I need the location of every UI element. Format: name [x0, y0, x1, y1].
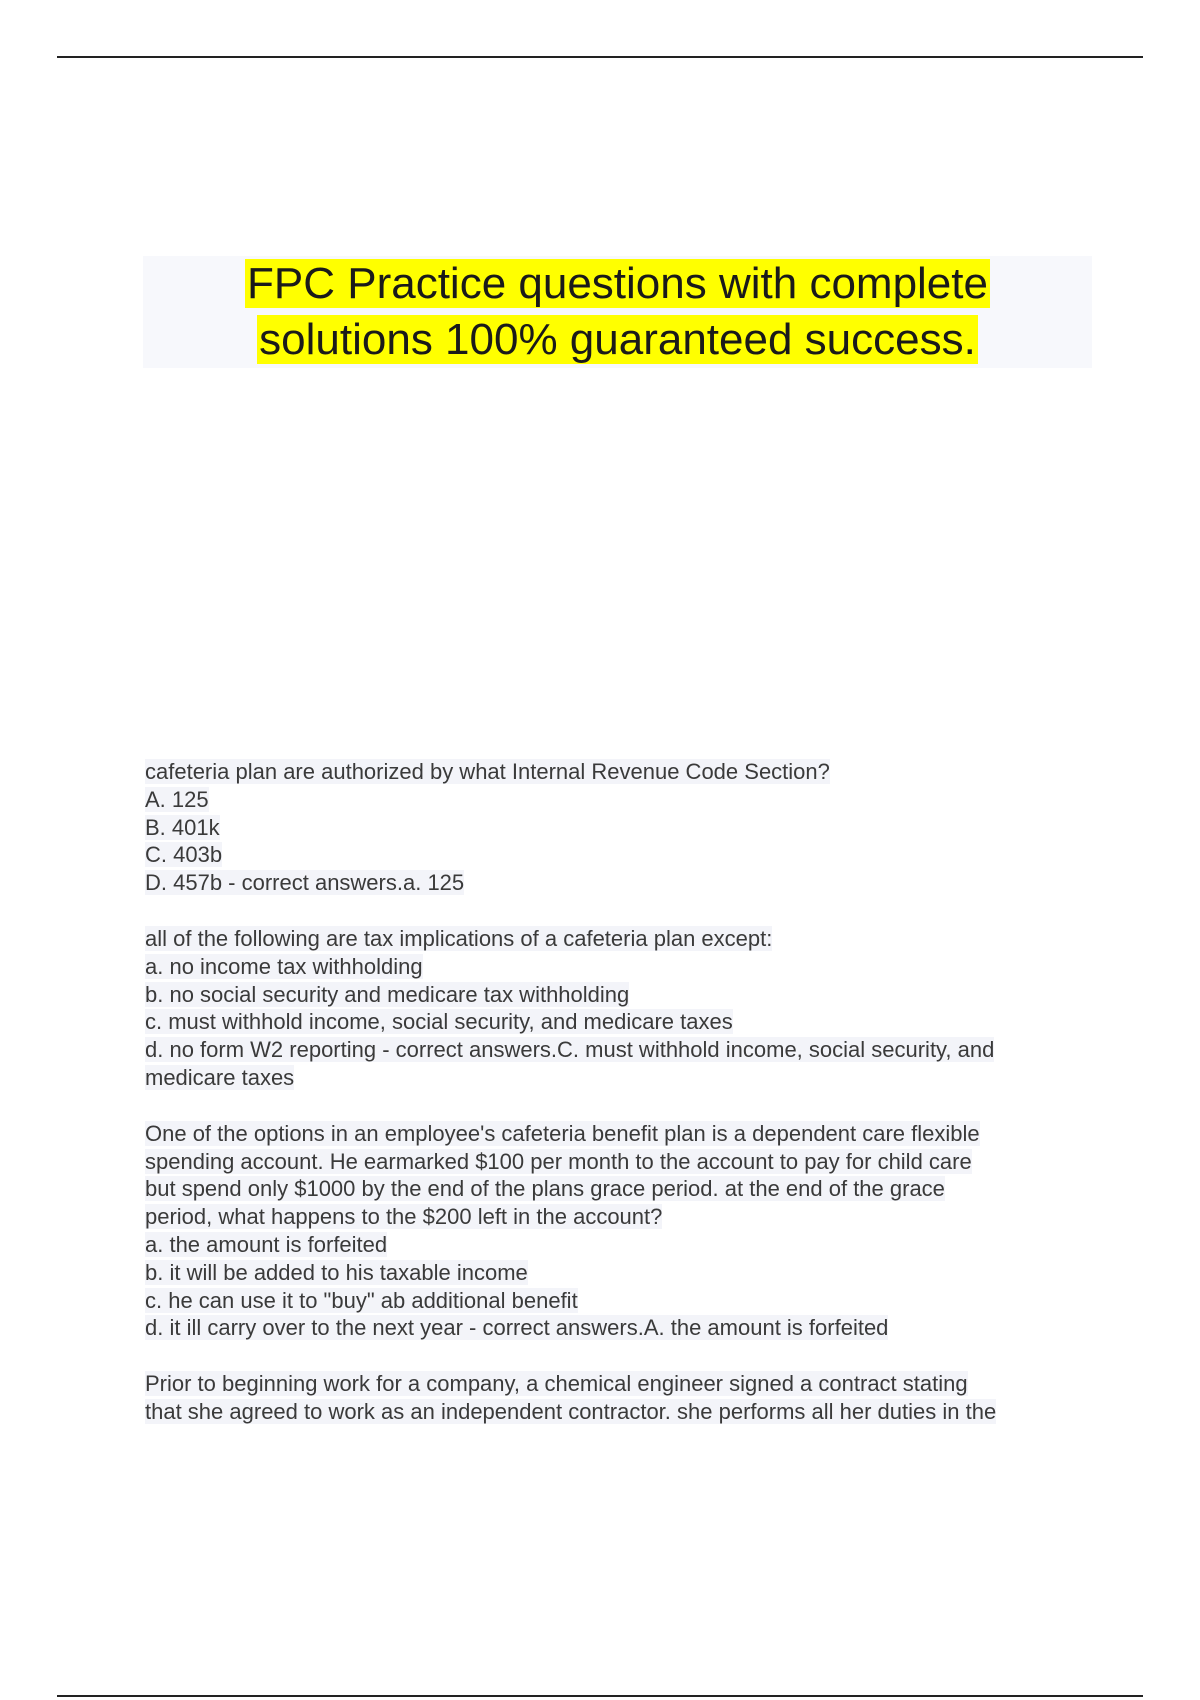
- question-text: One of the options in an employee's cafeteria benefit plan is a dependent care flexible: [145, 1120, 980, 1146]
- question-text: period, what happens to the $200 left in the account?: [145, 1204, 663, 1230]
- question-text: but spend only $1000 by the end of the plans grace period. at the end of the grace: [145, 1176, 945, 1202]
- question-block-2: [145, 925, 1085, 1092]
- header-rule: [57, 56, 1143, 58]
- questions-body: [145, 758, 1085, 1454]
- answer-option: D. 457b - correct answers.a. 125: [145, 870, 465, 896]
- answer-option: c. he can use it to "buy" ab additional benefit: [145, 1287, 578, 1313]
- footer-rule: [57, 1695, 1143, 1697]
- answer-option: b. it will be added to his taxable income: [145, 1259, 528, 1285]
- question-text: cafeteria plan are authorized by what Internal Revenue Code Section?: [145, 759, 830, 784]
- answer-option: C. 403b: [145, 842, 223, 868]
- answer-option: b. no social security and medicare tax withholding: [145, 981, 630, 1007]
- title-line: solutions 100% guaranteed success.: [259, 315, 976, 364]
- answer-option: d. no form W2 reporting - correct answers.C. must withhold income, social security, and: [145, 1037, 995, 1063]
- title-line: FPC Practice questions with complete: [247, 259, 988, 308]
- answer-option-continued: medicare taxes: [145, 1064, 295, 1090]
- question-block-1: [145, 758, 1085, 897]
- answer-option: B. 401k: [145, 814, 220, 840]
- answer-option: a. the amount is forfeited: [145, 1231, 388, 1257]
- answer-option: A. 125: [145, 786, 209, 812]
- question-block-3: [145, 1120, 1085, 1342]
- question-block-4: [145, 1370, 1085, 1426]
- question-text: Prior to beginning work for a company, a chemical engineer signed a contract stating: [145, 1371, 968, 1397]
- answer-option: a. no income tax withholding: [145, 953, 423, 979]
- question-text: spending account. He earmarked $100 per month to the account to pay for child care: [145, 1148, 972, 1174]
- question-text: all of the following are tax implications of a cafeteria plan except:: [145, 925, 773, 951]
- document-title: [143, 256, 1092, 368]
- answer-option: c. must withhold income, social security, and medicare taxes: [145, 1009, 733, 1035]
- question-text: that she agreed to work as an independent contractor. she performs all her duties in the: [145, 1398, 997, 1424]
- answer-option: d. it ill carry over to the next year - correct answers.A. the amount is forfeited: [145, 1315, 889, 1341]
